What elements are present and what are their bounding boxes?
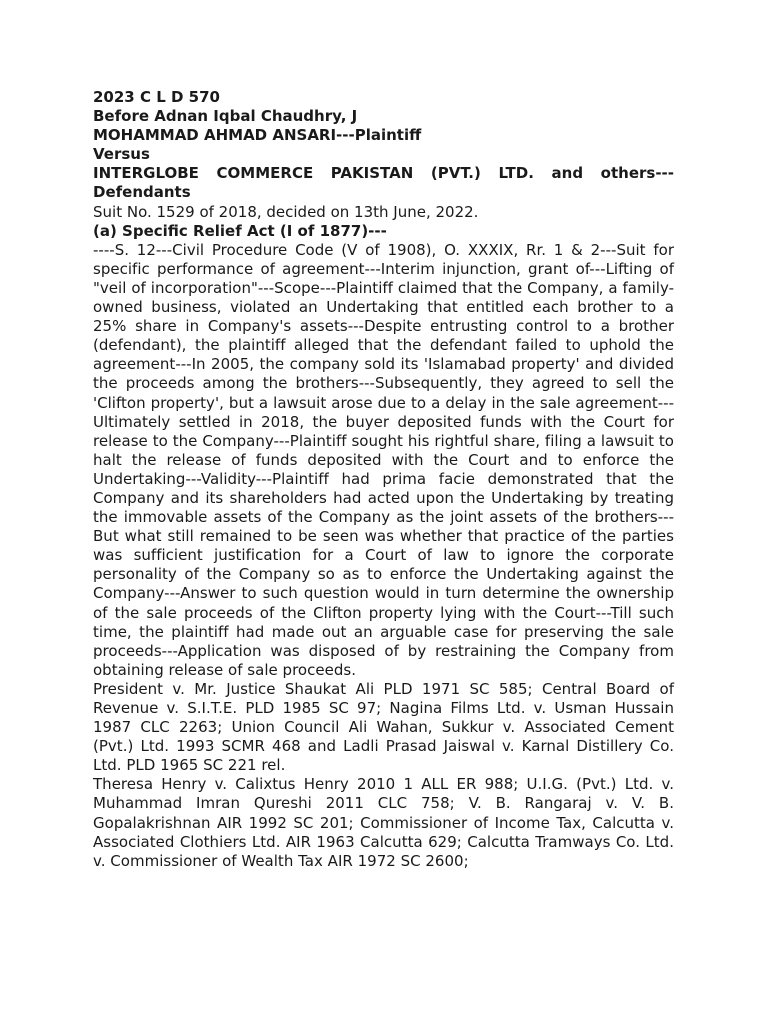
- suit-line: Suit No. 1529 of 2018, decided on 13th June, 2022.: [93, 202, 479, 221]
- defendants-line: INTERGLOBE COMMERCE PAKISTAN (PVT.) LTD. and others---Defendants: [93, 164, 674, 202]
- headnote-body: ----S. 12---Civil Procedure Code (V of 1908), O. XXXIX, Rr. 1 & 2---Suit for specific performance of agreement---Interim injunction, grant of---Lifting of "veil of incorporation"---Scope---Plaintiff claimed that the Company, a family-owned business, violated an Undertaking that entitled each brother to a 25% share in Company's assets---Despite entrusting control to a brother (defendant), the plaintiff alleged that the defendant failed to uphold the agreement---In 2005, the company sold its 'Islamabad property' and divided the proceeds among the brothers---Subsequently, they agreed to sell the 'Clifton property', but a lawsuit arose due to a delay in the sale agreement---Ultimately settled in 2018, the buyer deposited funds with the Court for release to the Company---Plaintiff sought his rightful share, filing a lawsuit to halt the release of funds deposited with the Court and to enforce the Undertaking---Validity---Plaintiff had prima facie demonstrated that the Company and its shareholders had acted upon the Undertaking by treating the immovable assets of the Company as the joint assets of the brothers---But what still remained to be seen was whether that practice of the parties was sufficient justification for a Court of law to ignore the corporate personality of the Company so as to enforce the Undertaking against the Company---Answer to such question would in turn determine the ownership of the sale proceeds of the Clifton property lying with the Court---Till such time, the plaintiff had made out an arguable case for preserving the sale proceeds---Application was disposed of by restraining the Company from obtaining release of sale proceeds.: [93, 240, 674, 679]
- referred-citations: Theresa Henry v. Calixtus Henry 2010 1 ALL ER 988; U.I.G. (Pvt.) Ltd. v. Muhammad Imran Qureshi 2011 CLC 758; V. B. Rangaraj v. V. B. Gopalakrishnan AIR 1992 SC 201; Commissioner of Income Tax, Calcutta v. Associated Clothiers Ltd. AIR 1963 Calcutta 629; Calcutta Tramways Co. Ltd. v. Commissioner of Wealth Tax AIR 1972 SC 2600;: [93, 775, 674, 870]
- versus-line: Versus: [93, 145, 150, 164]
- case-citation: 2023 C L D 570: [93, 88, 220, 106]
- document-page: [93, 88, 674, 871]
- relied-citations: President v. Mr. Justice Shaukat Ali PLD 1971 SC 585; Central Board of Revenue v. S.I.T.E. PLD 1985 SC 97; Nagina Films Ltd. v. Usman Hussain 1987 CLC 2263; Union Council Ali Wahan, Sukkur v. Associated Cement (Pvt.) Ltd. 1993 SCMR 468 and Ladli Prasad Jaiswal v. Karnal Distillery Co. Ltd. PLD 1965 SC 221 rel.: [93, 679, 674, 775]
- plaintiff-line: MOHAMMAD AHMAD ANSARI---Plaintiff: [93, 126, 422, 145]
- bench-line: Before Adnan Iqbal Chaudhry, J: [93, 107, 358, 126]
- headnote-heading: (a) Specific Relief Act (I of 1877)---: [93, 221, 387, 240]
